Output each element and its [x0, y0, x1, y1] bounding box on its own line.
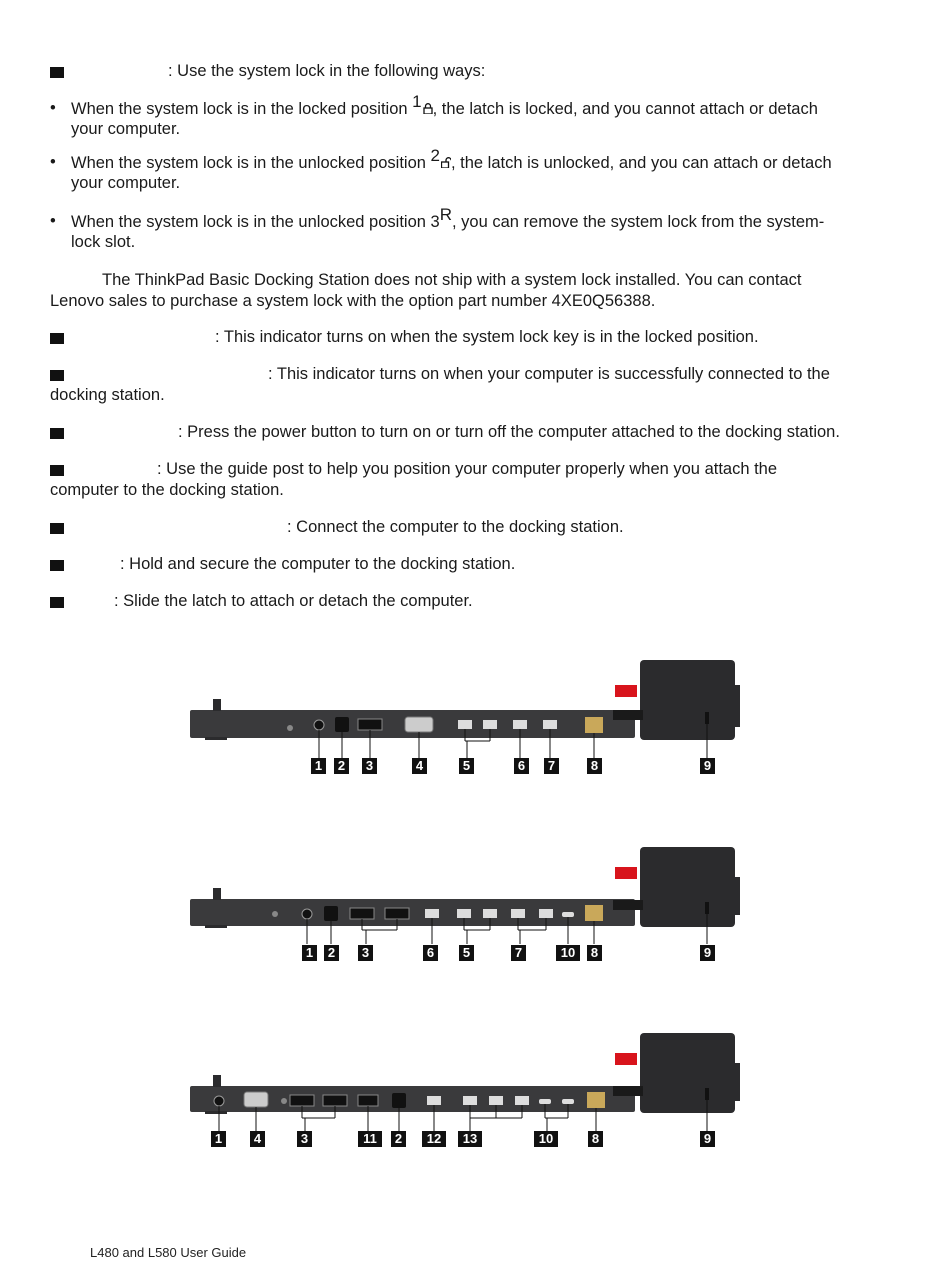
callout-label: 10	[556, 945, 580, 961]
callout-label: 5	[459, 758, 474, 774]
callout-label: 5	[459, 945, 474, 961]
figure-2-labels	[185, 945, 745, 967]
callout-label: 6	[423, 945, 438, 961]
bullet-3-text-a: When the system lock is in the unlocked position	[71, 213, 431, 231]
callout-label: 1	[211, 1131, 226, 1147]
callout-square	[50, 465, 64, 476]
callout-square	[50, 597, 64, 608]
bullet-2-position: 2	[430, 146, 440, 165]
connection-indicator-description-cont: docking station.	[50, 386, 165, 404]
bullet-2-text-a: When the system lock is in the unlocked position	[71, 154, 431, 172]
callout-label: 6	[514, 758, 529, 774]
guide-post-description-cont: computer to the docking station.	[50, 481, 284, 499]
callout-label: 9	[700, 945, 715, 961]
callout-square	[50, 560, 64, 571]
callout-label: 11	[358, 1131, 382, 1147]
callout-label: 8	[588, 1131, 603, 1147]
power-button-description: : Press the power button to turn on or turn off the computer attached to the docking station.	[178, 423, 840, 441]
page-footer: L480 and L580 User Guide	[90, 1245, 247, 1260]
locked-padlock-icon	[423, 103, 433, 114]
callout-label: 4	[412, 758, 427, 774]
callout-label: 3	[297, 1131, 312, 1147]
callout-square	[50, 428, 64, 439]
latch-description: : Slide the latch to attach or detach the computer.	[114, 592, 473, 610]
bullet-1-line2: your computer.	[71, 120, 181, 138]
hooks-description: : Hold and secure the computer to the docking station.	[120, 555, 516, 573]
connection-indicator-description: : This indicator turns on when your computer is successfully connected to the	[268, 365, 830, 383]
callout-label: 8	[587, 758, 602, 774]
callout-label: 4	[250, 1131, 265, 1147]
bullet-2-line2: your computer.	[71, 174, 181, 192]
callout-label: 7	[511, 945, 526, 961]
callout-label: 2	[324, 945, 339, 961]
bullet-1-text-a: When the system lock is in the locked position	[71, 100, 413, 118]
bullet-2-line1	[71, 146, 832, 174]
bullet-1-position: 1	[412, 92, 422, 111]
callout-label: 10	[534, 1131, 558, 1147]
bullet-3-text-b: , you can remove the system lock from the system-	[451, 213, 825, 231]
callout-label: 12	[422, 1131, 446, 1147]
callout-square	[50, 333, 64, 344]
system-lock-indicator-description: : This indicator turns on when the system lock key is in the locked position.	[215, 328, 759, 346]
unlocked-padlock-icon	[441, 157, 451, 168]
guide-post-description: : Use the guide post to help you position your computer properly when you attach the	[157, 460, 778, 478]
bullet-dot: •	[50, 99, 56, 117]
callout-label: 9	[700, 758, 715, 774]
callout-label: 1	[302, 945, 317, 961]
system-lock-description: : Use the system lock in the following ways:	[168, 62, 486, 80]
callout-square	[50, 523, 64, 534]
callout-label: 13	[458, 1131, 482, 1147]
bullet-1-text-b: , the latch is locked, and you cannot attach or detach	[432, 100, 818, 118]
callout-label: 1	[311, 758, 326, 774]
figure-1-labels	[185, 758, 745, 780]
bullet-3-line1	[71, 205, 825, 233]
figure-3-labels	[185, 1131, 745, 1153]
callout-square	[50, 67, 64, 78]
note-line2: Lenovo sales to purchase a system lock with the option part number 4XE0Q56388.	[50, 292, 656, 310]
bullet-2-text-b: , the latch is unlocked, and you can attach or detach	[450, 154, 832, 172]
bullet-3-position: 3	[430, 213, 440, 231]
callout-label: 8	[587, 945, 602, 961]
callout-label: 7	[544, 758, 559, 774]
callout-square	[50, 370, 64, 381]
bullet-3-line2: lock slot.	[71, 233, 136, 251]
bullet-1-line1	[71, 92, 818, 120]
callout-label: 3	[362, 758, 377, 774]
bullet-dot: •	[50, 212, 56, 230]
callout-label: 2	[334, 758, 349, 774]
callout-label: 9	[700, 1131, 715, 1147]
docking-connector-description: : Connect the computer to the docking station.	[287, 518, 624, 536]
callout-label: 2	[391, 1131, 406, 1147]
bullet-3-removable-mark: R	[439, 205, 452, 224]
bullet-dot: •	[50, 153, 56, 171]
note-line1: The ThinkPad Basic Docking Station does not ship with a system lock installed. You can contact	[102, 271, 802, 289]
callout-label: 3	[358, 945, 373, 961]
